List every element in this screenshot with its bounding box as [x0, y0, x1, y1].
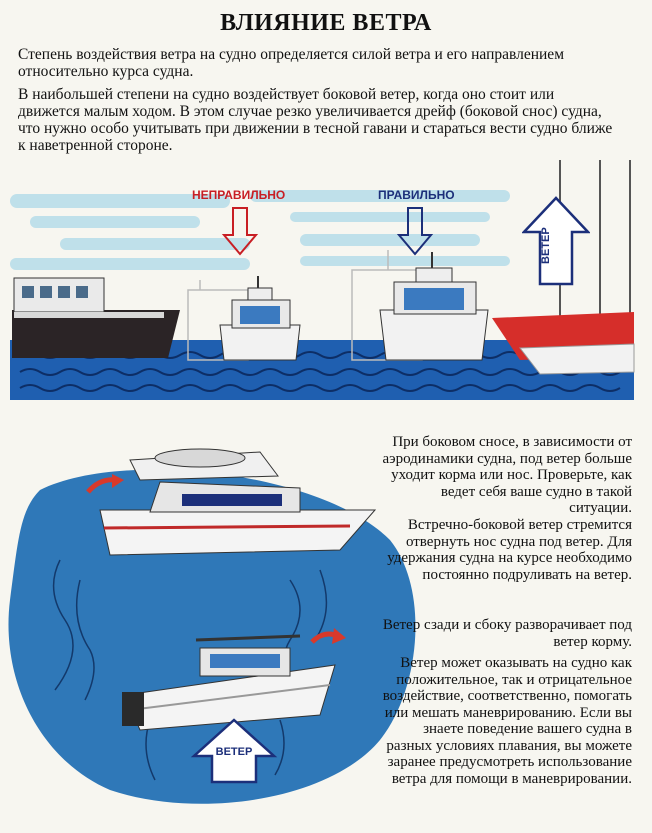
moored-ship: [12, 278, 180, 358]
boat-wrong: [220, 276, 300, 360]
boat-right: [380, 252, 488, 360]
wind-label-top: ВЕТЕР: [540, 227, 552, 265]
right-paragraph-1: При боковом сносе, в зависимости от аэродинамики судна, под ветер больше уходит корма или нос. Проверьте, как ведет себя ваше судно в такой ситуации.: [382, 434, 632, 516]
right-paragraph-3: Ветер сзади и сбоку разворачивает под ветер корму.: [382, 617, 632, 650]
intro-paragraph-1: Степень воздействия ветра на судно определяется силой ветра и его направлением относительно курса судна.: [18, 46, 564, 80]
right-paragraph-2: Встречно-боковой ветер стремится отвернуть нос судна под ветер. Для удержания судна на курсе необходимо постоянно подруливать на ветер.: [387, 517, 632, 583]
drift-illustration: [0, 430, 430, 833]
right-paragraph-4: Ветер может оказывать на судно как положительное, так и отрицательное воздействие, соответственно, помогать или мешать маневрированию. Если вы знаете поведение вашего судна в разных условиях плавания, вы можете заранее предусмотреть использование ветра для помощи в маневрировании.: [382, 655, 632, 787]
label-wrong: НЕПРАВИЛЬНО: [192, 188, 286, 202]
intro-paragraph-2: В наибольшей степени на судно воздействует боковой ветер, когда оно стоит или движется малым ходом. В этом случае резко увеличивается дрейф (боковой снос) судна, что нужно особо учитывать при движении в тесной гавани и стараться вести судно ближе к наветренной стороне.: [18, 86, 613, 154]
wind-label-bottom: ВЕТЕР: [215, 746, 253, 758]
page-title: ВЛИЯНИЕ ВЕТРА: [220, 10, 432, 36]
label-right: ПРАВИЛЬНО: [378, 188, 455, 202]
